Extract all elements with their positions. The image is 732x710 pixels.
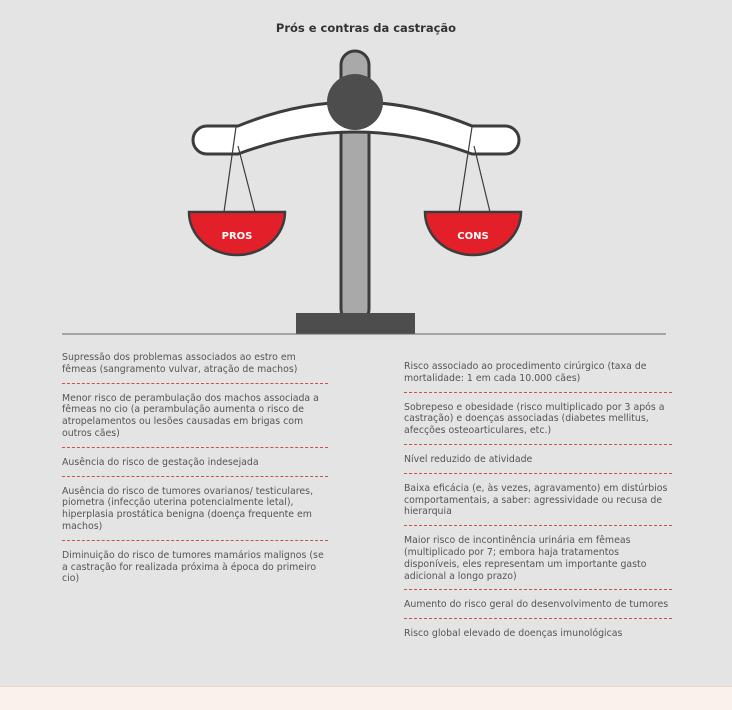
pros-item: Diminuição do risco de tumores mamários malignos (se a castração for realizada próxima à época do primeiro cio): [62, 549, 324, 585]
cons-item: Aumento do risco geral do desenvolvimento de tumores: [404, 595, 672, 619]
scale-pivot: [327, 74, 383, 130]
cons-item: Risco associado ao procedimento cirúrgico (taxa de mortalidade: 1 em cada 10.000 cães): [404, 357, 672, 393]
cons-item: Sobrepeso e obesidade (risco multiplicado por 3 após a castração) e doenças associadas (diabetes mellitus, afecções osteoarticulares, etc.): [404, 398, 672, 445]
right-pan-string-b: [474, 146, 490, 212]
cons-item: Risco global elevado de doenças imunológicas: [404, 628, 623, 640]
cons-pan-label: CONS: [457, 231, 489, 242]
cons-list: [404, 357, 672, 652]
pros-item: Menor risco de perambulação dos machos associada a fêmeas no cio (a perambulação aumenta o risco de atropelamentos ou lesões causadas em brigas com outros cães): [62, 389, 328, 448]
cons-item: Nível reduzido de atividade: [404, 450, 672, 474]
scale-base: [296, 313, 415, 334]
left-pan-string-b: [238, 146, 255, 212]
balance-scale-illustration: [0, 0, 732, 345]
pros-item: Supressão dos problemas associados ao estro em fêmeas (sangramento vulvar, atração de machos): [62, 348, 328, 384]
cons-item: Maior risco de incontinência urinária em fêmeas (multiplicado por 7; embora haja tratamentos disponíveis, eles representam um importante gasto adicional a longo prazo): [404, 531, 672, 590]
pros-item: Ausência do risco de gestação indesejada: [62, 453, 328, 477]
pros-item: Ausência do risco de tumores ovarianos/ testiculares, piometra (infecção uterina potencialmente letal), hiperplasia prostática benigna (doença frequente em machos): [62, 482, 328, 541]
cons-item: Baixa eficácia (e, às vezes, agravamento) em distúrbios comportamentais, a saber: agressividade ou recusa de hierarquia: [404, 479, 672, 526]
footer-band: [0, 686, 732, 710]
pros-pan-label: PROS: [221, 231, 253, 242]
pros-list: [62, 348, 328, 597]
figure-title: Prós e contras da castração: [275, 21, 457, 35]
